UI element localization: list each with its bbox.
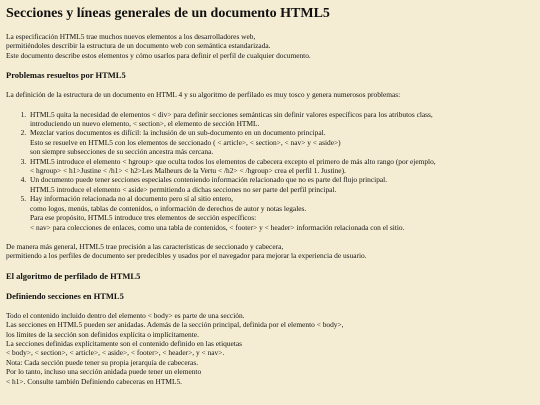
defining-line: los límites de la sección son definidos explícita o implícitamente. (6, 329, 199, 339)
defining-heading: Definiendo secciones en HTML5 (6, 290, 124, 301)
list-item-line: HTML5 introduce el elemento < aside> permitiendo a dichas secciones no ser parte del perfil principal. (30, 184, 337, 194)
list-item-line: < hgroup> < h1>Justine < /h1> < h2>Les Malheurs de la Vertu < /h2> < /hgroup> crea el perfil 1. Justine). (30, 166, 346, 176)
list-item (28, 128, 534, 156)
list-item (28, 157, 534, 176)
defining-line: Las secciones en HTML5 pueden ser anidadas. Además de la sección principal, definida por el elemento < body>, (6, 320, 344, 330)
defining-paragraph (6, 311, 534, 386)
page-title: Secciones y líneas generales de un documento HTML5 (6, 6, 330, 21)
problems-list (6, 110, 534, 232)
intro-line: permitiéndoles describir la estructura de un documento web con semántica estandarizada. (6, 41, 271, 51)
defining-line: Todo el contenido incluido dentro del elemento < body> es parte de una sección. (6, 310, 245, 320)
list-item-line: Esto se resuelve en HTML5 con los elementos de seccionado ( < article>, < section>, < nav> y < aside>) (30, 137, 341, 147)
summary-paragraph (6, 242, 534, 261)
intro-paragraph (6, 32, 534, 60)
algorithm-heading: El algoritmo de perfilado de HTML5 (6, 270, 141, 281)
list-item-line: 2. Mezclar varios documentos es difícil: la inclusión de un sub-documento en un documento principal. (30, 128, 326, 138)
intro-line: La especificación HTML5 trae muchos nuevos elementos a los desarrolladores web, (6, 32, 256, 41)
defining-line: Nota: Cada sección puede tener su propia jerarquía de cabeceras. (6, 357, 199, 367)
summary-line: De manera más general, HTML5 trae precisión a las características de seccionado y cabecera, (6, 241, 284, 251)
list-item-line: 5. Hay información relacionada no al documento pero sí al sitio entero, (30, 194, 233, 204)
list-item-line: < nav> para colecciones de enlaces, como una tabla de contenidos, < footer> y < header> información relacionada con el sitio. (30, 222, 405, 232)
list-item-line: 1. HTML5 quita la necesidad de elementos < div> para definir secciones semánticas sin definir valores específicos para los atributos class, (30, 109, 433, 119)
defining-line: < h1>. Consulte también Definiendo cabeceras en HTML5. (6, 376, 183, 386)
list-item-line: como logos, menús, tablas de contenidos, o información de derechos de autor y notas legales. (30, 203, 307, 213)
defining-line: Por lo tanto, incluso una sección anidada puede tener un elemento (6, 367, 202, 377)
list-item (28, 194, 534, 232)
intro-line: Este documento describe estos elementos y cómo usarlos para definir el perfil de cualquier documento. (6, 50, 311, 60)
list-item-line: 4. Un documento puede tener secciones especiales conteniendo información relacionado que no es parte del flujo principal. (30, 175, 388, 185)
list-item-line: Para ese propósito, HTML5 introduce tres elementos de sección específicos: (30, 213, 257, 223)
list-item-line: introduciendo un nuevo elemento, < section>, el elemento de sección HTML. (30, 119, 260, 129)
list-item (28, 110, 534, 129)
problems-intro: La definición de la estructura de un documento en HTML 4 y su algoritmo de perfilado es muy tosco y genera numerosos problemas: (6, 90, 401, 100)
list-item-line: 3. HTML5 introduce el elemento < hgroup> que oculta todos los elementos de cabecera excepto el primero de más alto rango (por ejemplo, (30, 156, 436, 166)
defining-line: < body>, < section>, < article>, < aside>, < footer>, < header>, y < nav>. (6, 348, 225, 358)
list-item (28, 175, 534, 194)
summary-line: permitiendo a los perfiles de documento ser predecibles y usados por el navegador para mejorar la experiencia de usuario. (6, 251, 367, 261)
list-item-line: son siempre subsecciones de su sección ancestra más cercana. (30, 147, 214, 157)
problems-heading: Problemas resueltos por HTML5 (6, 70, 126, 81)
defining-line: La secciones definidas explícitamente son el contenido definido en las etiquetas (6, 338, 243, 348)
